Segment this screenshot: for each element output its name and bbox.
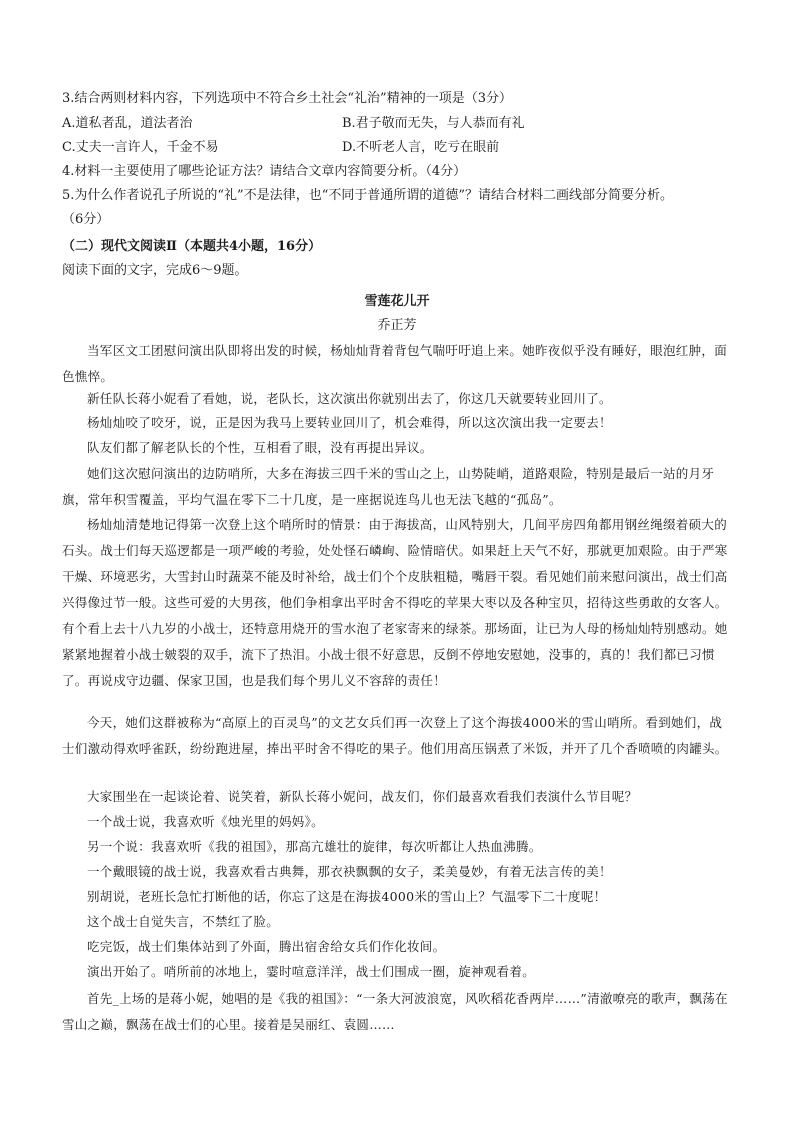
article-line-2: 一个战士说，我喜欢听《烛光里的妈妈》。	[87, 814, 324, 829]
q3-options-row-1	[62, 113, 734, 135]
article-line-6: 这个战士自觉失言，不禁红了脸。	[87, 914, 280, 929]
article-title: 雪莲花儿开	[364, 294, 430, 309]
article-paragraph-5: 她们这次慰问演出的边防哨所，大多在海拔三四千米的雪山之上，山势陡峭，道路艰险，特别是最后一站的月牙旗，常年积雪覆盖，平均气温在零下二十几度，是一座据说连鸟儿也无法飞越的“孤岛”。	[62, 466, 715, 507]
question-5-line-1: 5.为什么作者说孔子所说的“礼”不是法律，也“不同于普通所谓的道德”？请结合材料二画线部分简要分析。	[62, 188, 673, 203]
q3-option-d: D.不听老人言，吃亏在眼前	[342, 140, 500, 155]
article-paragraph-2: 新任队长蒋小妮看了看她，说，老队长，这次演出你就别出去了，你这几天就要转业回川了。	[87, 391, 612, 406]
article-final-paragraph: 首先_上场的是蒋小妮，她唱的是《我的祖国》：“一条大河波浪宽，风吹稻花香两岸……”清澈嘹亮的歌声，飘荡在雪山之巅，飘荡在战士们的心里。接着是吴丽红、袁圆……	[62, 991, 728, 1032]
article-author: 乔正芳	[377, 318, 417, 333]
question-5-line-2: （6分）	[62, 212, 110, 227]
q3-option-b: B.君子敬而无失，与人恭而有礼	[342, 116, 525, 131]
section-instruction: 阅读下面的文字，完成6～9题。	[62, 263, 248, 278]
q3-options-row-2	[62, 137, 734, 159]
article-line-7: 吃完饭，战士们集体站到了外面，腾出宿舍给女兵们作化妆间。	[87, 939, 446, 954]
article-line-1: 大家围坐在一起谈论着、说笑着，新队长蒋小妮问，战友们，你们最喜欢看我们表演什么节目呢？	[87, 789, 638, 804]
question-4: 4.材料一主要使用了哪些论证方法？请结合文章内容简要分析。（4分）	[62, 164, 467, 179]
article-line-4: 一个戴眼镜的战士说，我喜欢看古典舞，那衣袂飘飘的女子，柔美曼妙，有着无法言传的美！	[87, 864, 612, 879]
q3-option-c: C.丈夫一言许人，千金不易	[62, 140, 219, 155]
article-line-5: 别胡说，老班长急忙打断他的话，你忘了这是在海拔4000米的雪山上？气温零下二十度呢！	[87, 889, 607, 904]
article-line-8: 演出开始了。哨所前的冰地上，霎时喧意洋洋，战士们围成一圈，旋神观看着。	[87, 964, 536, 979]
article-paragraph-7: 今天，她们这群被称为“高原上的百灵鸟”的文艺女兵们再一次登上了这个海拔4000米的雪山哨所。看到她们，战士们激动得欢呼雀跃，纷纷跑进屋，捧出平时舍不得吃的果子。他们用高压锅煮了米饭，并开了几个香喷喷的肉罐头。	[62, 715, 728, 756]
article-paragraph-1: 当军区文工团慰问演出队即将出发的时候，杨灿灿背着背包气喘吁吁追上来。她昨夜似乎没有睡好，眼泡红肿，面色憔悴。	[62, 343, 728, 384]
article-paragraph-6: 杨灿灿清楚地记得第一次登上这个哨所时的情景：由于海拔高，山风特别大，几间平房四角都用钢丝绳缀着硕大的石头。战士们每天巡逻都是一项严峻的考验，处处怪石嶙峋、险情暗伏。如果赶上天气不好，那就更加艰险。由于严寒干燥、环境恶劣，大雪封山时蔬菜不能及时补给，战士们个个皮肤粗糙，嘴唇干裂。看见她们前来慰问演出，战士们高兴得像过节一般。这些可爱的大男孩，他们争相拿出平时舍不得吃的苹果大枣以及各种宝贝，招待这些勇敢的女客人。有个看上去十八九岁的小战士，还特意用烧开的雪水泡了老家寄来的绿茶。那场面，让已为人母的杨灿灿特别感动。她紧紧地握着小战士皴裂的双手，流下了热泪。小战士很不好意思，反倒不停地安慰她，没事的，真的！我们都已习惯了。再说戍守边疆、保家卫国，也是我们每个男儿义不容辞的责任！	[62, 517, 728, 688]
question-3: 3.结合两则材料内容，下列选项中不符合乡土社会“礼治”精神的一项是（3分）	[62, 91, 512, 106]
section-heading: （二）现代文阅读Ⅱ（本题共4小题，16分）	[62, 239, 322, 254]
q3-option-a: A.道私者乱，道法者治	[62, 116, 193, 131]
article-paragraph-4: 队友们都了解老队长的个性，互相看了眼，没有再提出异议。	[87, 440, 433, 455]
article-paragraph-3: 杨灿灿咬了咬牙，说，正是因为我马上要转业回川了，机会难得，所以这次演出我一定要去！	[87, 415, 612, 430]
article-line-3: 另一个说：我喜欢听《我的祖国》，那高亢雄壮的旋律，每次听都让人热血沸腾。	[87, 839, 542, 854]
